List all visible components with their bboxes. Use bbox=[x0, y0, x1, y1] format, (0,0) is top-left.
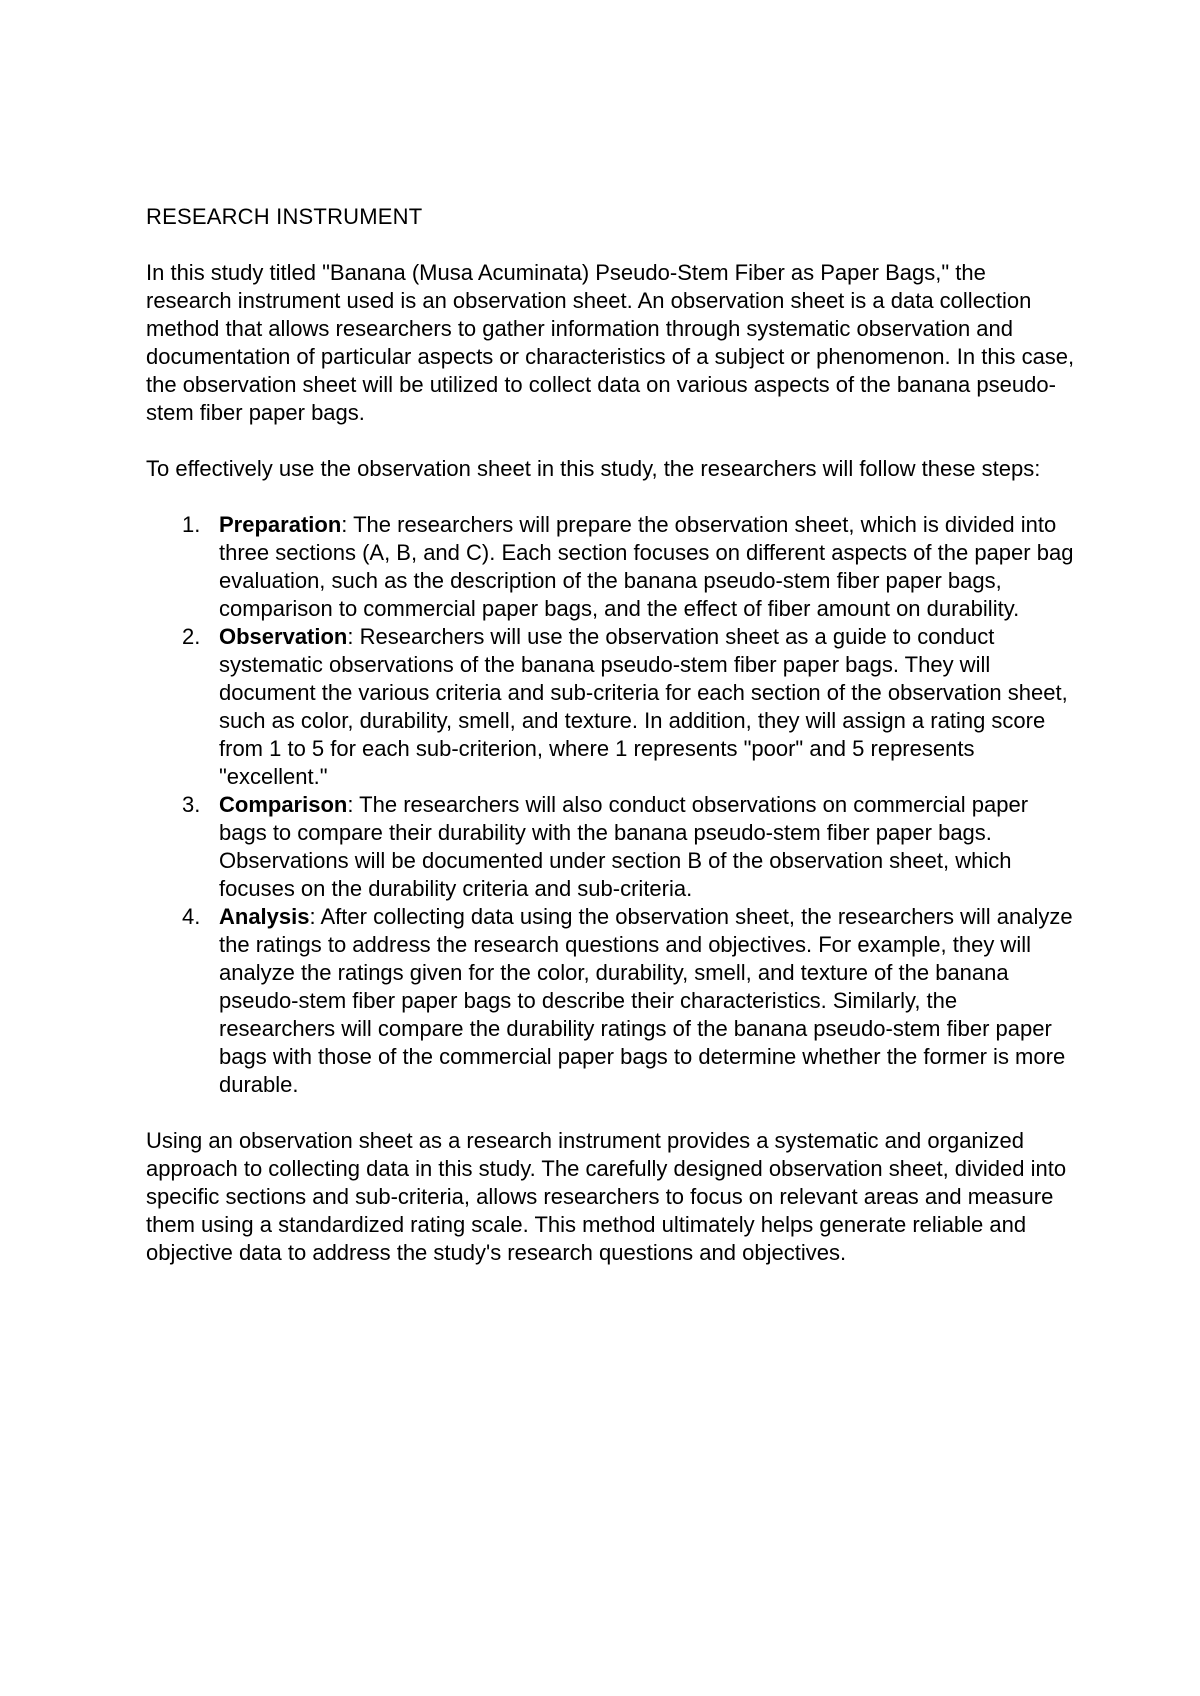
step-number: 2. bbox=[182, 624, 201, 649]
conclusion-paragraph: Using an observation sheet as a research instrument provides a systematic and organized approach to collecting data in this study. The carefully designed observation sheet, divided into specific sections and sub-criteria, allows researchers to focus on relevant areas and measure them using a standardized rating scale. This method ultimately helps generate reliable and objective data to address the study's research questions and objectives. bbox=[146, 1128, 1067, 1265]
intro-paragraph: In this study titled "Banana (Musa Acuminata) Pseudo-Stem Fiber as Paper Bags," the research instrument used is an observation sheet. An observation sheet is a data collection method that allows researchers to gather information through systematic observation and documentation of particular aspects or characteristics of a subject or phenomenon. In this case, the observation sheet will be utilized to collect data on various aspects of the banana pseudo-stem fiber paper bags. bbox=[146, 260, 1075, 425]
step-analysis bbox=[146, 903, 1076, 1099]
step-preparation bbox=[146, 511, 1076, 623]
document-body bbox=[146, 203, 1076, 1295]
step-title: Observation bbox=[219, 624, 348, 649]
step-text: : Researchers will use the observation sheet as a guide to conduct systematic observations of the banana pseudo-stem fiber paper bags. They will document the various criteria and sub-criteria for each section of the observation sheet, such as color, durability, smell, and texture. In addition, they will assign a rating score from 1 to 5 for each sub-criterion, where 1 represents "poor" and 5 represents "excellent." bbox=[219, 624, 1068, 789]
step-title: Analysis bbox=[219, 904, 310, 929]
step-text: : The researchers will prepare the observation sheet, which is divided into three sections (A, B, and C). Each section focuses on different aspects of the paper bag evaluation, such as the description of the banana pseudo-stem fiber paper bags, comparison to commercial paper bags, and the effect of fiber amount on durability. bbox=[219, 512, 1074, 621]
step-text: : The researchers will also conduct observations on commercial paper bags to compare their durability with the banana pseudo-stem fiber paper bags. Observations will be documented under section B of the observation sheet, which focuses on the durability criteria and sub-criteria. bbox=[219, 792, 1029, 901]
step-title: Preparation bbox=[219, 512, 342, 537]
step-number: 4. bbox=[182, 904, 201, 929]
step-number: 1. bbox=[182, 512, 201, 537]
steps-intro-paragraph: To effectively use the observation sheet in this study, the researchers will follow these steps: bbox=[146, 456, 1041, 481]
step-observation bbox=[146, 623, 1076, 791]
document-heading: RESEARCH INSTRUMENT bbox=[146, 204, 423, 229]
step-title: Comparison bbox=[219, 792, 348, 817]
step-comparison bbox=[146, 791, 1076, 903]
step-text: : After collecting data using the observation sheet, the researchers will analyze the ratings to address the research questions and objectives. For example, they will analyze the ratings given for the color, durability, smell, and texture of the banana pseudo-stem fiber paper bags to describe their characteristics. Similarly, the researchers will compare the durability ratings of the banana pseudo-stem fiber paper bags with those of the commercial paper bags to determine whether the former is more durable. bbox=[219, 904, 1073, 1097]
steps-list bbox=[146, 511, 1076, 1099]
step-number: 3. bbox=[182, 792, 201, 817]
